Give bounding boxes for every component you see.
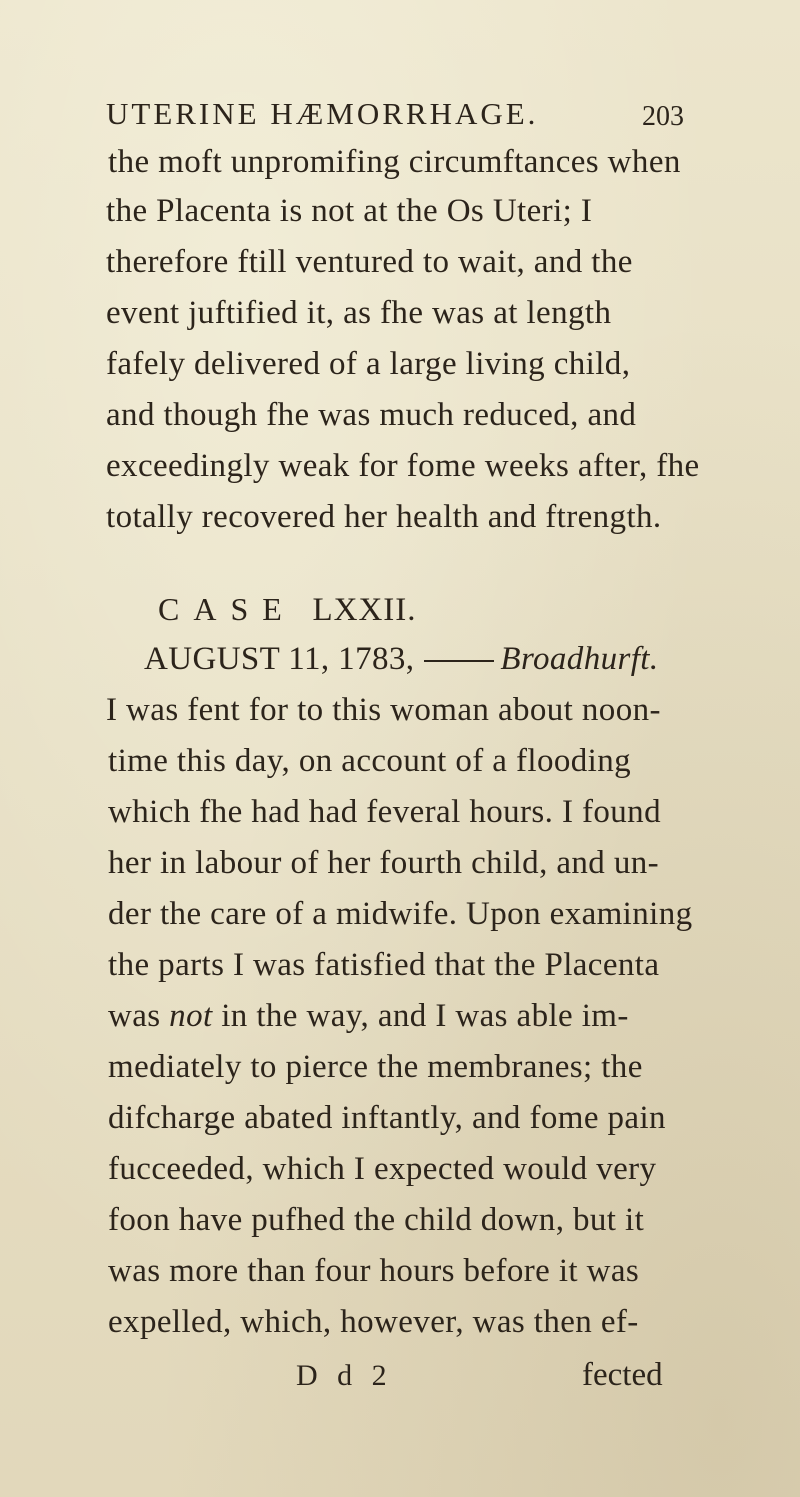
body-line: and though fhe was much reduced, and: [106, 397, 637, 433]
dash-rule: [424, 660, 494, 662]
body-line: the Placenta is not at the Os Uteri; I: [106, 193, 593, 229]
date-line: [144, 643, 659, 676]
body-line: [108, 1000, 629, 1033]
body-line: which fhe had had feveral hours. I found: [108, 794, 661, 830]
case-word: CASE: [158, 591, 296, 627]
running-head: UTERINE HÆMORRHAGE.: [106, 96, 539, 131]
page-number: 203: [642, 101, 684, 132]
body-line: der the care of a midwife. Upon examining: [108, 896, 693, 932]
case-number: LXXII.: [312, 592, 417, 628]
body-line: her in labour of her fourth child, and un-: [108, 845, 660, 881]
italic-word: not: [169, 998, 213, 1034]
signature-mark: D d 2: [296, 1359, 393, 1392]
body-line: event juftified it, as fhe was at length: [106, 295, 612, 331]
body-line: difcharge abated inftantly, and fome pain: [108, 1100, 666, 1136]
body-line: fucceeded, which I expected would very: [108, 1151, 657, 1187]
body-line: I was fent for to this woman about noon-: [106, 692, 661, 728]
case-date: AUGUST 11, 1783,: [144, 641, 415, 677]
body-line: was more than four hours before it was: [108, 1253, 640, 1289]
body-line: exceedingly weak for fome weeks after, fhe: [106, 448, 700, 484]
body-line: foon have pufhed the child down, but it: [108, 1202, 645, 1238]
body-line: fafely delivered of a large living child,: [106, 346, 631, 382]
case-heading: [158, 593, 417, 627]
body-line: the parts I was fatisfied that the Placenta: [108, 947, 660, 983]
case-place: Broadhurft.: [500, 641, 659, 677]
catchword: fected: [582, 1357, 663, 1393]
body-line: therefore ftill ventured to wait, and the: [106, 244, 633, 280]
body-line: mediately to pierce the membranes; the: [108, 1049, 643, 1085]
body-line: time this day, on account of a flooding: [108, 743, 632, 779]
body-line: totally recovered her health and ftrength.: [106, 499, 662, 535]
line-part: was: [108, 998, 170, 1034]
body-line: the moft unpromifing circumftances when: [108, 144, 681, 180]
line-part: in the way, and I was able im-: [212, 998, 629, 1034]
body-line: expelled, which, however, was then ef-: [108, 1304, 639, 1340]
